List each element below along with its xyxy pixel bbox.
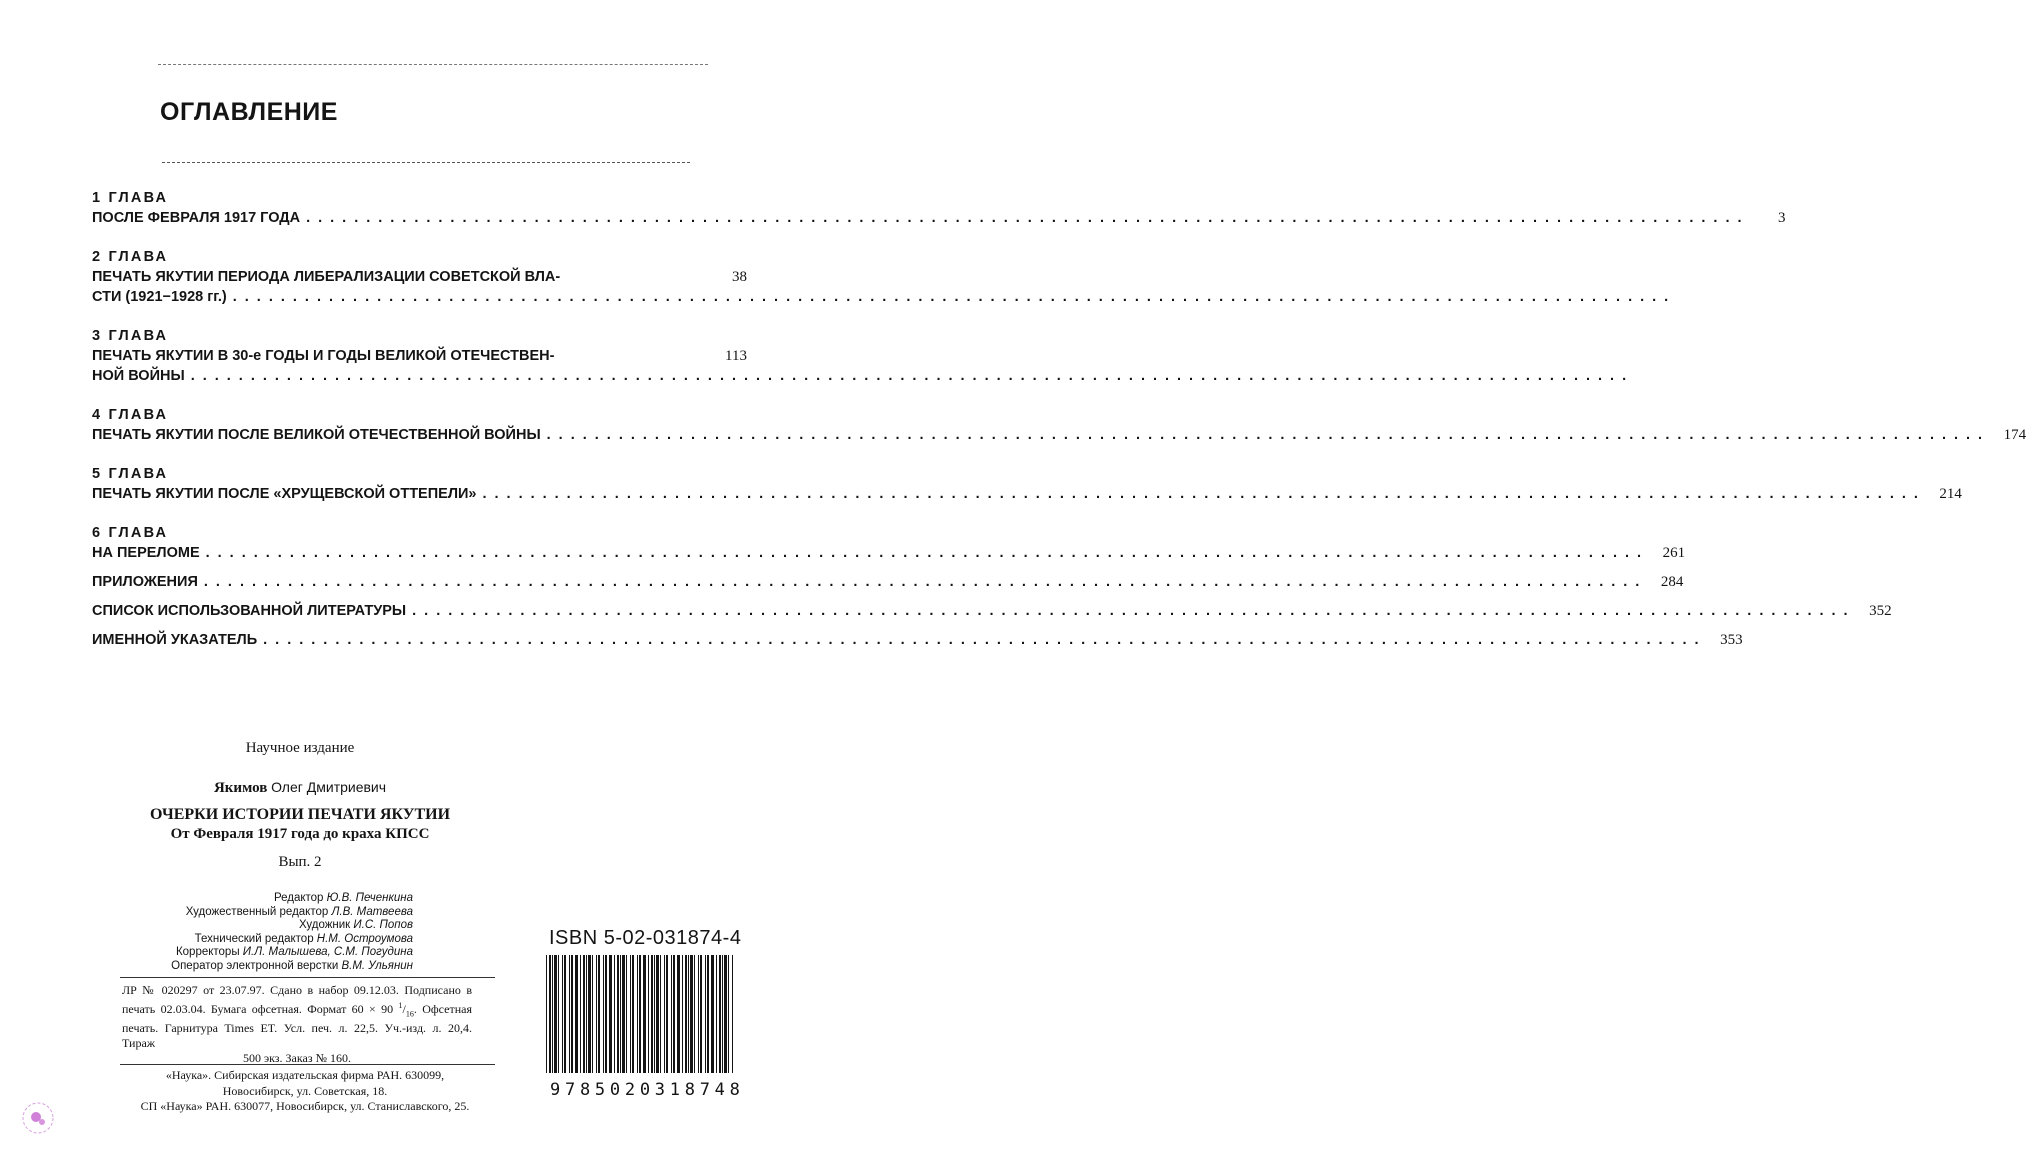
publisher-info — [100, 1068, 510, 1115]
dot-leader: ........................................................................................................................ — [412, 603, 1856, 619]
imprint-rule — [120, 977, 495, 978]
author-name: Олег Дмитриевич — [271, 779, 387, 795]
edition-type: Научное издание — [245, 740, 355, 756]
barcode-bar — [685, 955, 687, 1073]
dot-leader: ........................................................................................................................ — [263, 632, 1707, 648]
barcode-bar — [571, 955, 573, 1073]
barcode-bar — [622, 955, 625, 1073]
barcode-bar — [620, 955, 621, 1073]
barcode-bar — [617, 955, 619, 1073]
barcode-bar — [707, 955, 709, 1073]
chapter-title-line: ПЕЧАТЬ ЯКУТИИ ПЕРИОДА ЛИБЕРАЛИЗАЦИИ СОВЕТСКОЙ ВЛА- — [92, 269, 561, 285]
barcode-bar — [711, 955, 714, 1073]
barcode-bar — [724, 955, 727, 1073]
barcode-bar — [596, 955, 597, 1073]
barcode-bar — [698, 955, 699, 1073]
barcode-bar — [666, 955, 668, 1073]
barcode-digits: 9 7 8 5 0 2 0 3 1 8 7 4 8 — [550, 1080, 740, 1100]
section-title: ИМЕННОЙ УКАЗАТЕЛЬ — [92, 632, 258, 648]
chapter-title-line: СТИ (1921−1928 гг.) — [92, 289, 227, 305]
barcode-bar — [673, 955, 675, 1073]
isbn-barcode — [540, 955, 740, 1075]
publisher-rule — [120, 1064, 495, 1065]
barcode-bar — [664, 955, 665, 1073]
issue-number: Вып. 2 — [278, 854, 322, 870]
barcode-bar — [562, 955, 563, 1073]
barcode-bar — [614, 955, 615, 1073]
page-number: 284 — [1660, 574, 1684, 590]
isbn-label: ISBN 5-02-031874-4 — [549, 927, 742, 949]
chapter-title: ПОСЛЕ ФЕВРАЛЯ 1917 ГОДА — [92, 210, 301, 226]
chapter-label: 2 ГЛАВА — [92, 249, 169, 265]
toc-entry-3[interactable] — [92, 326, 1635, 386]
chapter-label: 6 ГЛАВА — [92, 525, 169, 541]
dot-leader: ........................................................................................................................ — [203, 574, 1648, 590]
chapter-label: 5 ГЛАВА — [92, 466, 169, 482]
barcode-bar — [682, 955, 683, 1073]
dot-leader: ........................................................................................................................ — [190, 368, 1635, 384]
toc-entry-name-index[interactable] — [92, 630, 1743, 650]
dot-leader: ........................................................................................................................ — [482, 486, 1926, 502]
section-title: СПИСОК ИСПОЛЬЗОВАННОЙ ЛИТЕРАТУРЫ — [92, 603, 407, 619]
credit-line: Технический редактор Н.М. Остроумова — [194, 932, 413, 945]
barcode-bar — [648, 955, 649, 1073]
dot-leader: ........................................................................................................................ — [232, 289, 1677, 305]
toc-title-rule — [162, 162, 690, 163]
barcode-bar — [603, 955, 604, 1073]
barcode-bar — [651, 955, 653, 1073]
author-line — [100, 779, 500, 797]
barcode-bar — [654, 955, 655, 1073]
publisher-line: СП «Наука» РАН. 630077, Новосибирск, ул. Станиславского, 25. — [140, 1099, 470, 1113]
barcode-bar — [632, 955, 634, 1073]
barcode-bar — [688, 955, 689, 1073]
barcode-bar — [558, 955, 559, 1073]
page-number: 113 — [725, 348, 747, 364]
barcode-bar — [732, 955, 733, 1073]
author-surname: Якимов — [213, 780, 268, 796]
dot-leader: ........................................................................................................................ — [546, 427, 1991, 443]
header-rule — [158, 64, 708, 65]
barcode-bar — [705, 955, 706, 1073]
chapter-label: 3 ГЛАВА — [92, 328, 169, 344]
credit-line: Корректоры И.Л. Малышева, С.М. Погудина — [175, 946, 413, 958]
toc-entry-5[interactable] — [92, 464, 1962, 504]
credit-line: Редактор Ю.В. Печенкина — [273, 892, 413, 904]
toc-entry-1[interactable] — [92, 188, 1786, 228]
barcode-bar — [660, 955, 661, 1073]
barcode-bar — [643, 955, 646, 1073]
barcode-bar — [605, 955, 607, 1073]
barcode-bar — [637, 955, 638, 1073]
barcode-bar — [719, 955, 721, 1073]
barcode-bar — [588, 955, 591, 1073]
publisher-line: «Наука». Сибирская издательская фирма РАН. 630099, — [165, 1068, 445, 1082]
barcode-bar — [546, 955, 547, 1073]
toc-entry-6[interactable] — [92, 523, 1686, 563]
barcode-bar — [694, 955, 695, 1073]
chapter-label: 4 ГЛАВА — [92, 407, 169, 423]
book-subtitle: От Февраля 1917 года до краха КПСС — [170, 826, 430, 842]
barcode-bar — [700, 955, 702, 1073]
publisher-line: Новосибирск, ул. Советская, 18. — [222, 1083, 388, 1098]
barcode-bar — [690, 955, 693, 1073]
toc-entry-4[interactable] — [92, 405, 2026, 445]
barcode-bar — [554, 955, 557, 1073]
credits — [60, 892, 413, 973]
credit-line: Художественный редактор Л.В. Матвеева — [185, 905, 413, 918]
barcode-bar — [728, 955, 729, 1073]
toc-entry-2[interactable] — [92, 247, 1677, 307]
page-number: 261 — [1662, 545, 1686, 561]
imprint-details: ЛР № 020297 от 23.07.97. Сдано в набор 09.12.03. Подписано в печать 02.03.04. Бумага офсетная. Формат 60 × 90 $^1/_{16}$. Офсетная печать. Гарнитура Times ET. Усл. печ. л. 22,5. Уч.-изд. л. 20,4. Тираж 500 экз. Заказ № 160. — [122, 983, 472, 1066]
page-number: 174 — [2003, 427, 2026, 443]
toc-title: ОГЛАВЛЕНИЕ — [160, 98, 338, 126]
chapter-title: ПЕЧАТЬ ЯКУТИИ ПОСЛЕ ВЕЛИКОЙ ОТЕЧЕСТВЕННОЙ ВОЙНЫ — [92, 427, 541, 443]
dot-leader: ........................................................................................................................ — [306, 210, 1750, 226]
barcode-bar — [598, 955, 600, 1073]
page-number: 353 — [1720, 632, 1743, 648]
barcode-bar — [549, 955, 551, 1073]
chapter-title-line: ПЕЧАТЬ ЯКУТИИ В 30-е ГОДЫ И ГОДЫ ВЕЛИКОЙ ОТЕЧЕСТВЕН- — [92, 348, 555, 364]
page-number: 3 — [1778, 210, 1786, 226]
barcode-bar — [586, 955, 587, 1073]
book-title: ОЧЕРКИ ИСТОРИИ ПЕЧАТИ ЯКУТИИ — [149, 806, 451, 823]
credit-line: Художник И.С. Попов — [298, 919, 413, 931]
barcode-bar — [580, 955, 581, 1073]
page-number: 214 — [1939, 486, 1962, 502]
barcode-bar — [583, 955, 585, 1073]
chapter-title-line: НОЙ ВОЙНЫ — [92, 368, 185, 384]
chapter-title: НА ПЕРЕЛОМЕ — [92, 545, 200, 561]
barcode-bar — [575, 955, 578, 1073]
barcode-bar — [671, 955, 672, 1073]
toc-entry-appendices[interactable] — [92, 572, 1684, 592]
barcode-bar — [626, 955, 627, 1073]
page-number: 352 — [1869, 603, 1892, 619]
barcode-bar — [592, 955, 593, 1073]
barcode-bar — [677, 955, 680, 1073]
credit-line: Оператор электронной верстки В.М. Ульянин — [171, 959, 413, 972]
barcode-bar — [716, 955, 717, 1073]
chapter-label: 1 ГЛАВА — [92, 190, 169, 206]
barcode-bar — [656, 955, 659, 1073]
toc-entry-bibliography[interactable] — [92, 601, 1892, 621]
barcode-bar — [552, 955, 553, 1073]
barcode-bar — [722, 955, 723, 1073]
chapter-title: ПЕЧАТЬ ЯКУТИИ ПОСЛЕ «ХРУЩЕВСКОЙ ОТТЕПЕЛИ» — [92, 486, 477, 502]
page-number: 38 — [732, 269, 747, 285]
barcode-bar — [639, 955, 641, 1073]
library-stamp — [18, 1098, 60, 1140]
barcode-bar — [564, 955, 566, 1073]
dot-leader: ........................................................................................................................ — [205, 545, 1650, 561]
section-title: ПРИЛОЖЕНИЯ — [92, 574, 198, 590]
barcode-bar — [609, 955, 612, 1073]
barcode-bar — [569, 955, 570, 1073]
barcode-bar — [630, 955, 631, 1073]
table-of-contents — [92, 188, 2026, 659]
